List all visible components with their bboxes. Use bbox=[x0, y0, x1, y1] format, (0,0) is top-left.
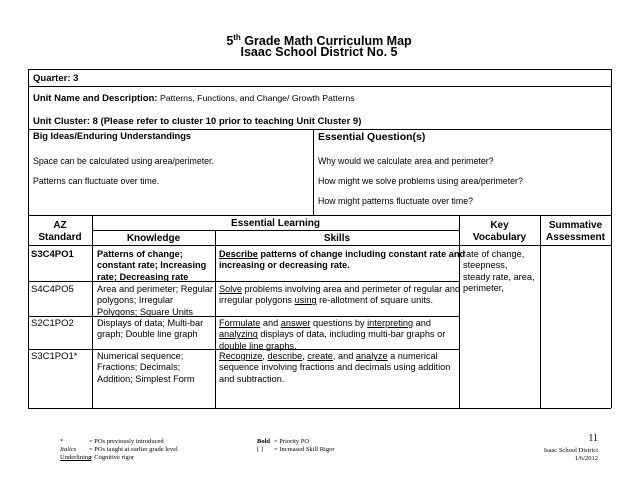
skill-text: a numerical bbox=[387, 351, 438, 361]
outer-top-border bbox=[28, 69, 611, 70]
standard-header-line: Standard bbox=[38, 232, 82, 243]
skills-cell bbox=[219, 284, 460, 307]
knowledge-line: Numerical sequence; bbox=[97, 351, 184, 361]
page-subtitle: Isaac School District No. 5 bbox=[240, 45, 398, 59]
skill-text: problems involving area and perimeter of regular and bbox=[241, 284, 461, 294]
knowledge-line: rate; Decreasing rate bbox=[97, 271, 189, 282]
page-number: 11 bbox=[588, 433, 598, 444]
skill-text: , bbox=[302, 351, 308, 361]
legend-text: = Cognitive rigor bbox=[89, 454, 135, 461]
standard-code: S3C4PO1 bbox=[31, 249, 74, 260]
unit-cluster: Unit Cluster: 8 (Please refer to cluster 10 prior to teaching Unit Cluster 9) bbox=[33, 116, 362, 127]
skill-verb: interpreting bbox=[367, 318, 414, 328]
legend-symbol: Bold bbox=[257, 438, 271, 445]
knowledge-line: constant rate; Increasing bbox=[97, 260, 207, 271]
skills-cell bbox=[219, 249, 465, 272]
skill-text: and subtraction. bbox=[219, 373, 285, 384]
essential-learning-header: Essential Learning bbox=[231, 218, 320, 229]
knowledge-cell bbox=[97, 318, 203, 341]
standard-code: S2C1PO2 bbox=[31, 318, 74, 329]
ideas-bottom-border bbox=[28, 215, 611, 216]
skill-verb: Formulate bbox=[219, 318, 261, 328]
skill-text: and bbox=[260, 318, 281, 328]
skill-text: increasing or decreasing rate. bbox=[219, 260, 350, 271]
footer-district bbox=[470, 447, 598, 463]
unit-name-label: Unit Name and Description: bbox=[33, 93, 158, 104]
skill-text: double line graphs. bbox=[219, 340, 297, 351]
knowledge-header: Knowledge bbox=[126, 233, 181, 244]
title-line1: Grade Math Curriculum Map bbox=[240, 34, 412, 49]
footer-date: 1/6/2012 bbox=[574, 455, 598, 462]
legend-left bbox=[60, 438, 178, 462]
knowledge-line: Addition; Simplest Form bbox=[97, 373, 195, 384]
skills-cell bbox=[219, 351, 450, 385]
skill-text: irregular polygons bbox=[219, 295, 295, 306]
knowledge-line: Polygons; Square Units bbox=[97, 306, 194, 317]
skill-text: , bbox=[262, 351, 268, 361]
skills-header: Skills bbox=[323, 233, 351, 244]
legend-text: = POs previously introduced bbox=[89, 438, 164, 445]
unit-name bbox=[33, 93, 355, 105]
ideas-divider bbox=[313, 129, 314, 215]
row-divider bbox=[28, 281, 459, 282]
standard-code: S3C1PO1* bbox=[31, 351, 78, 362]
essential-question-item: Why would we calculate area and perimeter? bbox=[318, 156, 494, 166]
skill-text: re-allotment of square units. bbox=[316, 295, 433, 306]
legend-symbol: Italics bbox=[60, 446, 77, 453]
skill-verb: Recognize bbox=[219, 351, 263, 361]
skill-verb: using bbox=[294, 295, 317, 306]
vocabulary-cell bbox=[463, 249, 535, 294]
legend-symbol: * bbox=[60, 438, 64, 445]
legend-mid bbox=[257, 438, 335, 454]
skill-verb: Solve bbox=[219, 284, 242, 294]
essential-question-item: How might patterns fluctuate over time? bbox=[318, 196, 473, 206]
grade-number: 5 bbox=[226, 34, 234, 49]
legend-text: = Priority PO bbox=[274, 438, 310, 445]
skill-verb: analyzing bbox=[219, 329, 258, 340]
key-vocabulary-header bbox=[459, 220, 540, 244]
assessment-header-line: Assessment bbox=[546, 232, 605, 243]
az-standard-header bbox=[28, 220, 92, 244]
vocabulary-line: steepness, bbox=[463, 260, 508, 271]
big-idea-item: Patterns can fluctuate over time. bbox=[33, 176, 160, 186]
skill-verb: analyze bbox=[355, 351, 388, 361]
knowledge-cell bbox=[97, 284, 213, 318]
outer-right-border bbox=[611, 69, 612, 408]
skills-cell bbox=[219, 318, 445, 352]
skill-text: displays of data, including multi-bar graphs or bbox=[257, 329, 446, 340]
vocabulary-header-line: Vocabulary bbox=[472, 232, 527, 243]
knowledge-cell bbox=[97, 351, 195, 385]
knowledge-line: graph; Double line graph bbox=[97, 329, 198, 340]
summative-assessment-header bbox=[540, 220, 611, 244]
key-header-line: Key bbox=[490, 220, 509, 231]
quarter-divider bbox=[28, 86, 611, 87]
vocabulary-line: perimeter, bbox=[463, 282, 504, 293]
vocabulary-line: rate of change, bbox=[463, 249, 525, 259]
quarter-label: Quarter: 3 bbox=[33, 73, 79, 84]
col-divider-knowledge bbox=[215, 230, 216, 408]
skill-verb: Describe bbox=[219, 249, 258, 259]
skill-text: patterns of change including constant rate and bbox=[257, 249, 466, 259]
knowledge-line: Displays of data; Multi-bar bbox=[97, 318, 204, 328]
legend-symbol: Underlining bbox=[60, 454, 92, 461]
legend-symbol: [ ] bbox=[257, 446, 263, 453]
grade-suffix: th bbox=[233, 33, 241, 42]
knowledge-line: Patterns of change; bbox=[97, 249, 183, 259]
vocabulary-line: steady rate, area, bbox=[463, 271, 535, 282]
standard-code: S4C4PO5 bbox=[31, 284, 74, 295]
legend-text: = Increased Skill Rigor bbox=[274, 446, 335, 453]
skill-text: questions by bbox=[310, 318, 368, 328]
summative-header-line: Summative bbox=[548, 220, 603, 231]
skill-text: and bbox=[413, 318, 431, 328]
skill-verb: create bbox=[307, 351, 333, 361]
skill-verb: answer bbox=[280, 318, 311, 328]
knowledge-line: Fractions; Decimals; bbox=[97, 362, 181, 373]
knowledge-line: polygons; Irregular bbox=[97, 295, 174, 306]
outer-bottom-border bbox=[28, 408, 611, 409]
knowledge-cell bbox=[97, 249, 206, 283]
big-ideas-header: Big Ideas/Enduring Understandings bbox=[33, 131, 192, 141]
knowledge-line: Area and perimeter; Regular bbox=[97, 284, 213, 294]
skill-text: , and bbox=[332, 351, 356, 361]
essential-question-item: How might we solve problems using area/perimeter? bbox=[318, 176, 523, 186]
district-name: Isaac School District bbox=[543, 447, 598, 454]
unit-name-value: Patterns, Functions, and Change/ Growth Patterns bbox=[157, 93, 355, 103]
big-idea-item: Space can be calculated using area/perimeter. bbox=[33, 156, 214, 166]
row-divider bbox=[28, 316, 459, 317]
essential-learning-divider bbox=[92, 230, 459, 231]
cluster-divider bbox=[28, 129, 611, 130]
skill-verb: describe bbox=[267, 351, 303, 361]
az-header-line: AZ bbox=[53, 220, 67, 231]
skill-text: sequence involving fractions and decimals using addition bbox=[219, 362, 451, 373]
header-bottom-border bbox=[28, 245, 611, 246]
essential-questions-header: Essential Question(s) bbox=[318, 131, 426, 143]
legend-text: = POs taught at earlier grade level bbox=[89, 446, 178, 453]
